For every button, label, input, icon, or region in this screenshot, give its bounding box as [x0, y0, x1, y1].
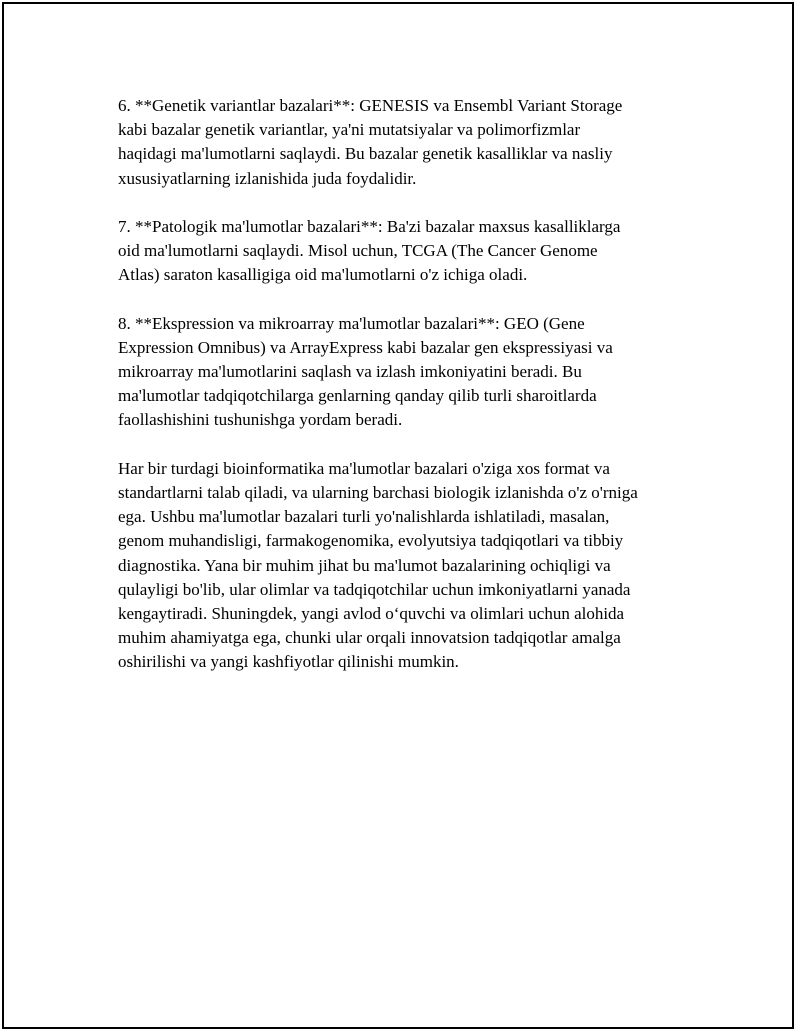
- text-line: oid ma'lumotlarni saqlaydi. Misol uchun, TCGA (The Cancer Genome: [118, 241, 598, 261]
- text-line: mikroarray ma'lumotlarini saqlash va izlash imkoniyatini beradi. Bu: [118, 362, 582, 382]
- paragraph-expression-databases: [118, 312, 688, 433]
- paragraph-spacer: [118, 288, 688, 312]
- text-line: qulayligi bo'lib, ular olimlar va tadqiqotchilar uchun imkoniyatlarni yanada: [118, 579, 631, 599]
- text-line: kabi bazalar genetik variantlar, ya'ni mutatsiyalar va polimorfizmlar: [118, 120, 581, 140]
- text-line: standartlarni talab qiladi, va ularning barchasi biologik izlanishda o'z o'rniga: [118, 483, 638, 502]
- text-line: haqidagi ma'lumotlarni saqlaydi. Bu bazalar genetik kasalliklar va nasliy: [118, 144, 613, 164]
- text-line: xususiyatlarning izlanishida juda foydalidir.: [118, 168, 417, 188]
- paragraph-conclusion: [118, 457, 688, 675]
- text-line: diagnostika. Yana bir muhim jihat bu ma'lumot bazalarining ochiqligi va: [118, 555, 611, 575]
- text-line: 8. **Ekspression va mikroarray ma'lumotlar bazalari**: GEO (Gene: [118, 313, 585, 333]
- text-line: 6. **Genetik variantlar bazalari**: GENESIS va Ensembl Variant Storage: [118, 96, 623, 115]
- text-line: ma'lumotlar tadqiqotchilarga genlarning qanday qilib turli sharoitlarda: [118, 386, 597, 406]
- text-line: 7. **Patologik ma'lumotlar bazalari**: Ba'zi bazalar maxsus kasalliklarga: [118, 216, 621, 236]
- paragraph-spacer: [118, 433, 688, 457]
- text-line: ega. Ushbu ma'lumotlar bazalari turli yo'nalishlarda ishlatiladi, masalan,: [118, 507, 610, 527]
- text-line: muhim ahamiyatga ega, chunki ular orqali innovatsion tadqiqotlar amalga: [118, 628, 621, 648]
- text-line: genom muhandisligi, farmakogenomika, evolyutsiya tadqiqotlari va tibbiy: [118, 531, 624, 551]
- paragraph-genetic-variants: [118, 94, 688, 191]
- text-line: Atlas) saraton kasalligiga oid ma'lumotlarni o'z ichiga oladi.: [118, 265, 528, 285]
- text-line: Expression Omnibus) va ArrayExpress kabi bazalar gen ekspressiyasi va: [118, 337, 613, 357]
- document-body: [118, 94, 688, 675]
- text-line: kengaytiradi. Shuningdek, yangi avlod o‘quvchi va olimlari uchun alohida: [118, 603, 625, 623]
- text-line: Har bir turdagi bioinformatika ma'lumotlar bazalari o'ziga xos format va: [118, 458, 610, 478]
- text-line: faollashishini tushunishga yordam beradi.: [118, 410, 403, 430]
- text-line: oshirilishi va yangi kashfiyotlar qilinishi mumkin.: [118, 652, 459, 672]
- paragraph-pathology-databases: [118, 215, 688, 288]
- paragraph-spacer: [118, 191, 688, 215]
